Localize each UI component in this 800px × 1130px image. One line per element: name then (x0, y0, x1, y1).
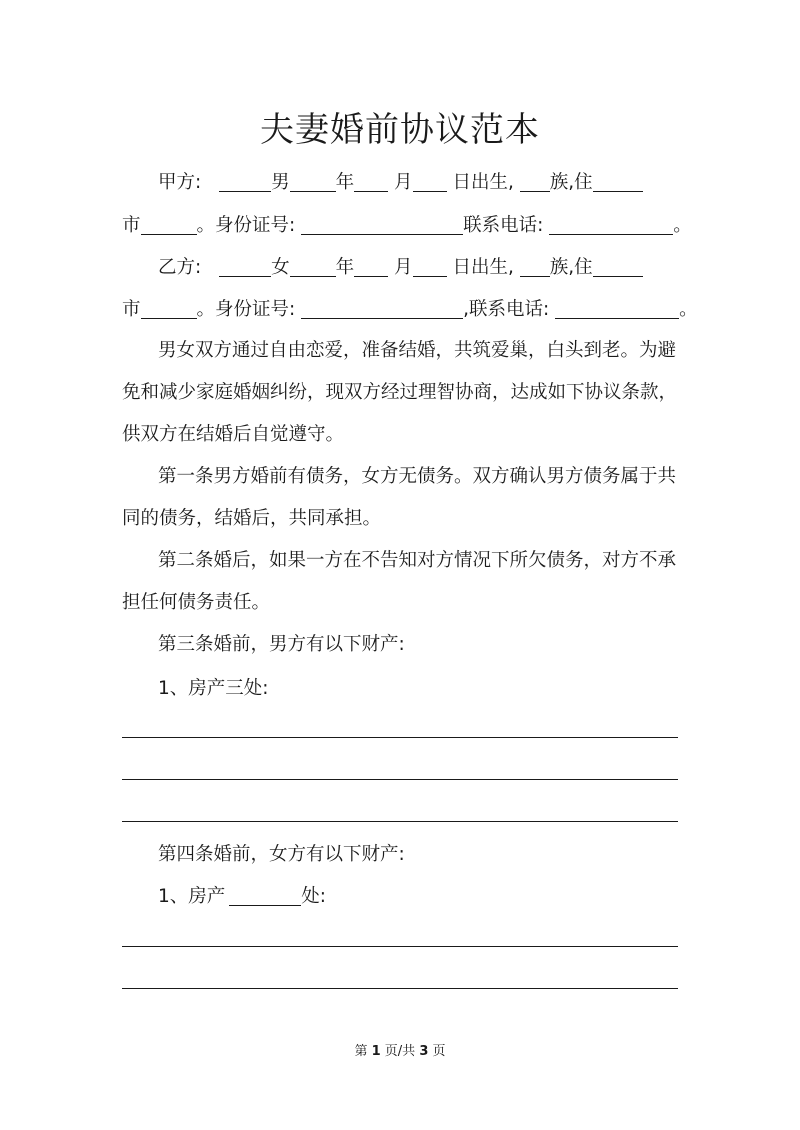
document-title: 夫妻婚前协议范本 (260, 110, 540, 150)
party-b-birth-day-blank (413, 256, 447, 277)
article-4-heading: 第四条婚前，女方有以下财产: (158, 844, 405, 865)
party-a-id-blank (301, 214, 463, 235)
article-2-line-1: 第二条婚后，如果一方在不告知对方情况下所欠债务，对方不承 (158, 550, 677, 571)
party-b-ethnic-blank (520, 256, 550, 277)
article-1-line-1: 第一条男方婚前有债务，女方无债务。双方确认男方债务属于共 (158, 466, 677, 487)
article-1-line-2: 同的债务，结婚后，共同承担。 (122, 508, 382, 529)
article-3-item-1: 1、房产三处: (158, 678, 269, 699)
party-b-address-blank (593, 256, 643, 277)
article-3-fill-line-2 (122, 779, 678, 780)
footer-post: 页 (432, 1044, 446, 1059)
party-a-end: 。 (673, 215, 692, 236)
party-b-city-blank (141, 298, 197, 319)
article-3-fill-line-1 (122, 737, 678, 738)
article-3-heading: 第三条婚前，男方有以下财产: (158, 634, 405, 655)
party-b-id-blank (301, 298, 463, 319)
party-b-line-2 (122, 295, 698, 325)
party-b-id-label: 。身份证号: (196, 299, 296, 320)
party-a-born-label: 日出生, (452, 172, 514, 193)
party-b-born-label: 日出生, (452, 257, 514, 278)
party-b-line-1 (158, 253, 682, 283)
intro-line-3: 供双方在结婚后自觉遵守。 (122, 424, 345, 445)
party-a-phone-blank (549, 214, 673, 235)
party-a-city-label: 市 (122, 215, 141, 236)
party-b-gender: 女 (271, 257, 290, 278)
party-a-birth-year-blank (290, 171, 336, 192)
article-4-property-count-blank (229, 885, 301, 906)
party-b-birth-month-blank (354, 256, 388, 277)
article-4-fill-line-2 (122, 988, 678, 989)
intro-line-1: 男女双方通过自由恋爱，准备结婚，共筑爱巢，白头到老。为避 (158, 340, 677, 361)
party-b-ethnic-label: 族,住 (549, 257, 593, 278)
party-a-label: 甲方: (158, 172, 202, 193)
party-a-address-blank (593, 171, 643, 192)
article-4-item-1-suffix: 处: (301, 886, 327, 907)
party-a-line-2 (122, 211, 692, 241)
party-b-phone-label: 联系电话: (469, 299, 550, 320)
party-b-comma: , (463, 299, 470, 320)
party-b-birth-year-blank (290, 256, 336, 277)
footer-mid: 页/共 (384, 1044, 416, 1059)
footer-total-pages: 3 (419, 1044, 429, 1059)
party-b-end: 。 (679, 299, 698, 320)
party-a-ethnic-label: 族,住 (549, 172, 593, 193)
party-a-month-label: 月 (394, 172, 413, 193)
party-a-birth-day-blank (413, 171, 447, 192)
party-a-year-label: 年 (335, 172, 355, 193)
party-a-name-blank (219, 171, 271, 192)
party-b-label: 乙方: (158, 257, 202, 278)
article-3-fill-line-3 (122, 821, 678, 822)
party-a-ethnic-blank (520, 171, 550, 192)
party-b-phone-blank (555, 298, 679, 319)
party-a-line-1 (158, 168, 682, 198)
footer-page-number: 1 (371, 1044, 381, 1059)
article-4-item-1 (158, 882, 682, 912)
party-a-birth-month-blank (354, 171, 388, 192)
footer-pre: 第 (354, 1044, 368, 1059)
article-2-line-2: 担任何债务责任。 (122, 592, 271, 613)
party-b-year-label: 年 (335, 257, 355, 278)
party-b-city-label: 市 (122, 299, 141, 320)
party-a-phone-label: 联系电话: (463, 215, 544, 236)
party-a-city-blank (141, 214, 197, 235)
intro-line-2: 免和减少家庭婚姻纠纷，现双方经过理智协商，达成如下协议条款， (122, 382, 678, 403)
party-a-gender: 男 (271, 172, 290, 193)
party-a-id-label: 。身份证号: (196, 215, 296, 236)
article-4-fill-line-1 (122, 946, 678, 947)
party-b-month-label: 月 (394, 257, 413, 278)
article-4-item-1-prefix: 1、房产 (158, 886, 226, 907)
page-footer (0, 1043, 800, 1061)
party-b-name-blank (219, 256, 271, 277)
